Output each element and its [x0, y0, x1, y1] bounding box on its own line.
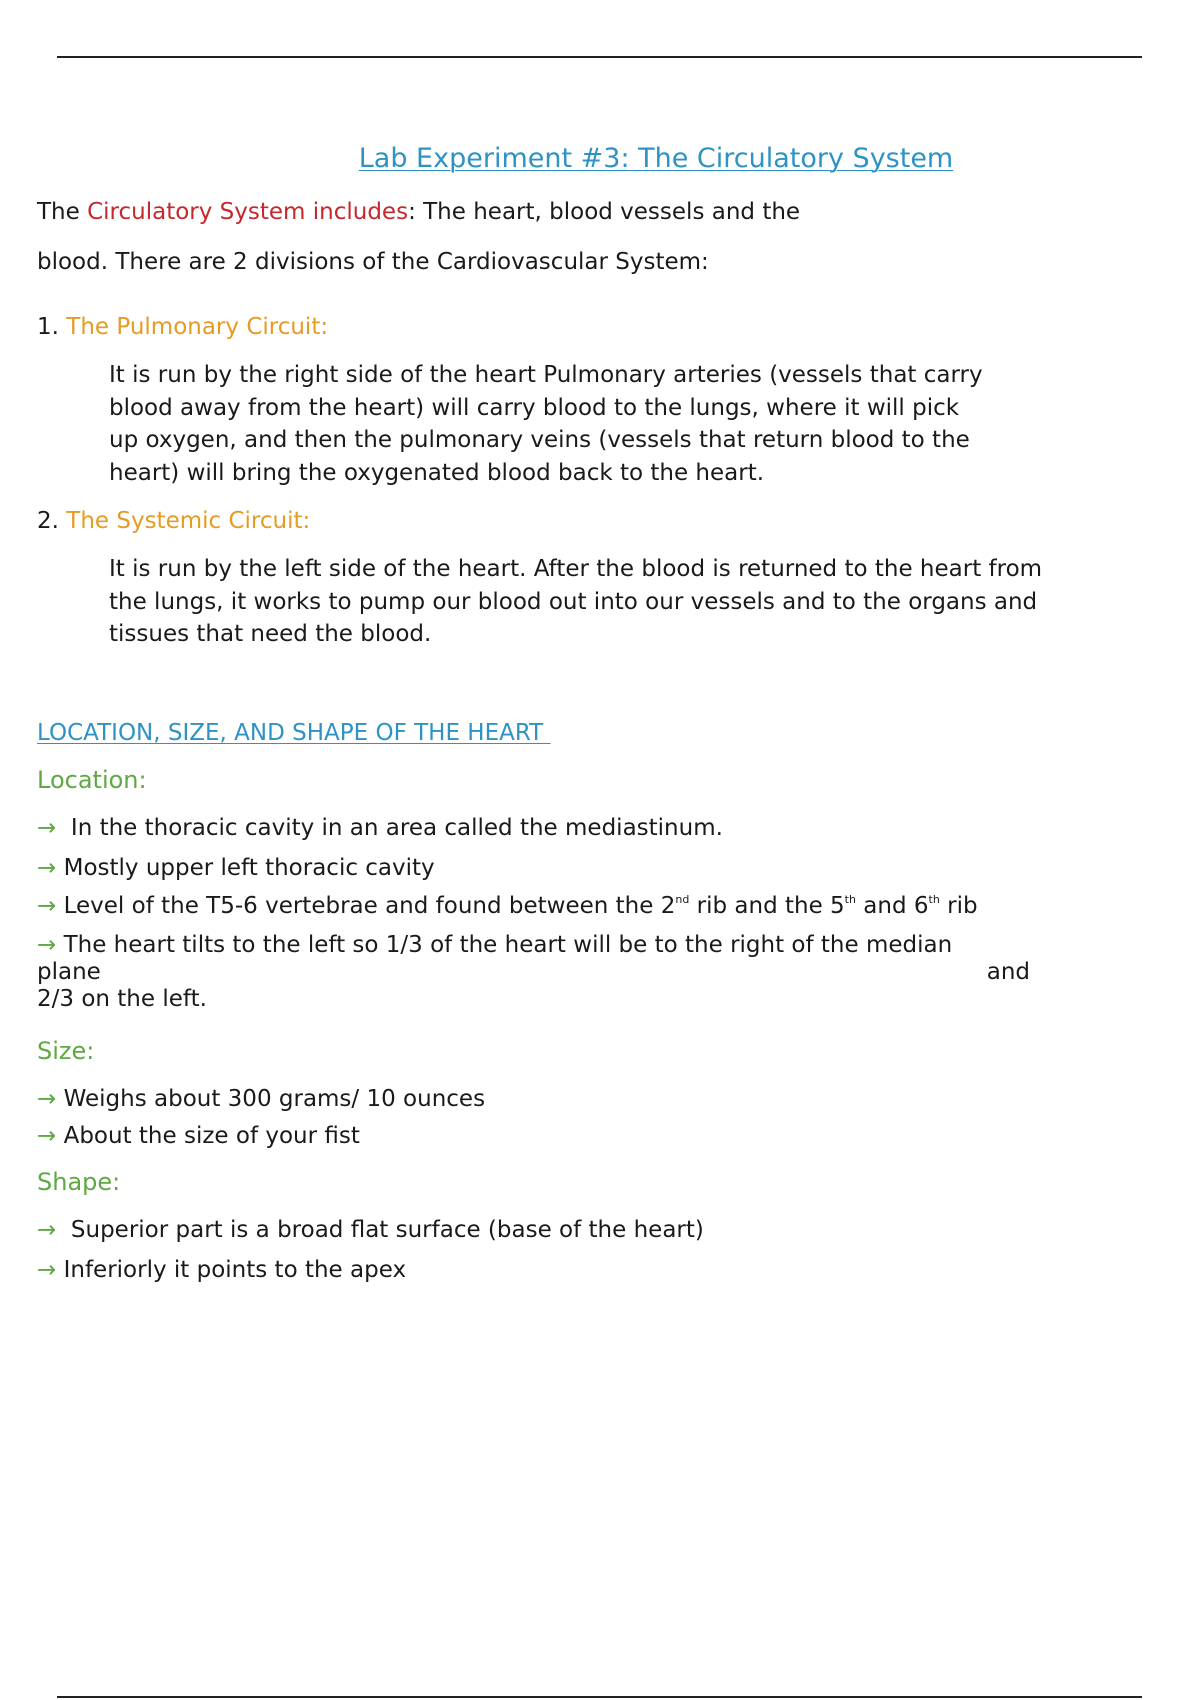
size-heading: Size:: [37, 1037, 95, 1065]
location-heading: Location:: [37, 766, 147, 794]
para-line: It is run by the right side of the heart Pulmonary arteries (vessels that carry: [109, 362, 983, 388]
top-rule: [57, 56, 1142, 58]
location-item: [37, 813, 723, 843]
pulmonary-description: [109, 359, 1109, 489]
size-text: Weighs about 300 grams/ 10 ounces: [63, 1086, 486, 1112]
location-item: [37, 891, 978, 921]
circuit-number: 1.: [37, 314, 59, 340]
circuit-name: The Pulmonary Circuit:: [66, 314, 329, 340]
systemic-description: [109, 553, 1109, 651]
location-text: The heart tilts to the left so 1/3 of the heart will be to the right of the median: [63, 932, 953, 958]
shape-heading: Shape:: [37, 1168, 121, 1196]
size-item: [37, 1121, 360, 1151]
section-heading: LOCATION, SIZE, AND SHAPE OF THE HEART: [37, 720, 551, 746]
location-text: Mostly upper left thoracic cavity: [63, 855, 435, 881]
page-title: Lab Experiment #3: The Circulatory System: [358, 143, 954, 174]
arrow-icon: →: [37, 1217, 57, 1243]
location-item: [37, 853, 435, 883]
location-text: In the thoracic cavity in an area called the mediastinum.: [63, 815, 723, 841]
location-text: 2/3 on the left.: [37, 986, 207, 1012]
arrow-icon: →: [37, 1086, 57, 1112]
intro-line-2: blood. There are 2 divisions of the Cardiovascular System:: [37, 249, 709, 275]
superscript: th: [844, 893, 856, 906]
arrow-icon: →: [37, 893, 57, 919]
shape-text: Superior part is a broad flat surface (base of the heart): [63, 1217, 704, 1243]
circuit-name: The Systemic Circuit:: [66, 508, 311, 534]
shape-text: Inferiorly it points to the apex: [63, 1257, 407, 1283]
arrow-icon: →: [37, 1123, 57, 1149]
para-line: tissues that need the blood.: [109, 621, 432, 647]
para-line: blood away from the heart) will carry blood to the lungs, where it will pick: [109, 394, 960, 421]
location-item-continued: [37, 959, 1030, 986]
intro-prefix: The: [37, 199, 88, 225]
arrow-icon: →: [37, 932, 57, 958]
superscript: nd: [675, 893, 690, 906]
arrow-icon: →: [37, 1257, 57, 1283]
size-text: About the size of your fist: [63, 1123, 360, 1149]
circuit-number: 2.: [37, 508, 59, 534]
bottom-rule: [57, 1696, 1142, 1698]
location-text: and 6: [855, 893, 929, 919]
location-text: Level of the T5-6 vertebrae and found between the 2: [63, 893, 676, 919]
circuit-heading-pulmonary: [37, 312, 328, 342]
para-line: heart) will bring the oxygenated blood back to the heart.: [109, 459, 765, 486]
location-text: and: [986, 959, 1030, 985]
arrow-icon: →: [37, 855, 57, 881]
location-text: rib and the 5: [689, 893, 845, 919]
intro-highlight: Circulatory System includes: [87, 199, 409, 225]
para-line: the lungs, it works to pump our blood out into our vessels and to the organs and: [109, 588, 1038, 615]
size-item: [37, 1084, 485, 1114]
superscript: th: [928, 893, 940, 906]
intro-line-1: [37, 197, 800, 227]
shape-item: [37, 1255, 406, 1285]
intro-rest: : The heart, blood vessels and the: [408, 199, 801, 225]
shape-item: [37, 1215, 704, 1245]
para-line: It is run by the left side of the heart. After the blood is returned to the heart from: [109, 556, 1043, 582]
location-item: [37, 932, 952, 959]
circuit-heading-systemic: [37, 506, 310, 536]
arrow-icon: →: [37, 815, 57, 841]
para-line: up oxygen, and then the pulmonary veins (vessels that return blood to the: [109, 427, 970, 453]
location-text: rib: [939, 893, 978, 919]
location-text: plane: [37, 959, 101, 985]
